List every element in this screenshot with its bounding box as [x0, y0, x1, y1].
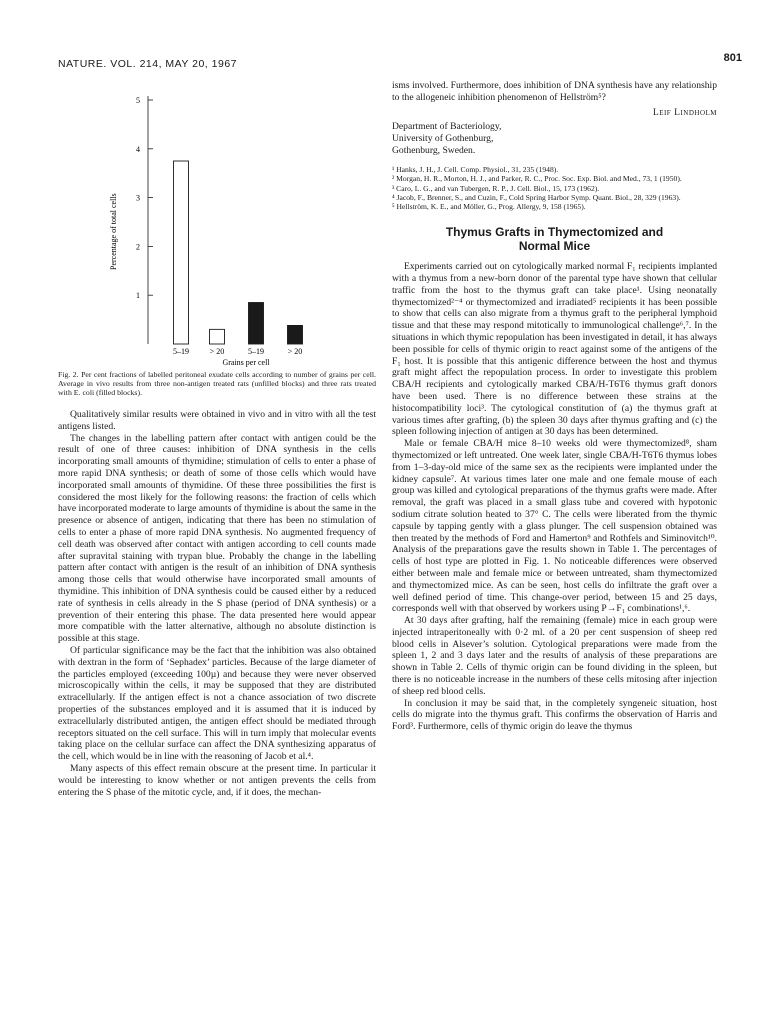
affiliation: [392, 121, 717, 156]
paragraph: Qualitatively similar results were obtained in vivo and in vitro with all the test antigens listed.: [58, 409, 376, 432]
paragraph: At 30 days after grafting, half the remaining (female) mice in each group were injected intraperitoneally with 0·2 ml. of a 20 per cent suspension of sheep red blood cells in Alsever’s solution. Cytological preparations were made from the spleen 1, 2 and 3 days later and the results of analysis of these preparations are shown in Table 2. Cells of thymic origin can be found dividing in the spleen, but there is no noticeable increase in the numbers of these cells mitosing after injection of sheep red blood cells.: [392, 615, 717, 697]
reference: ⁵ Hellström, K. E., and Möller, G., Prog. Allergy, 9, 158 (1965).: [392, 201, 586, 211]
paragraph-continuation: isms involved. Furthermore, does inhibition of DNA synthesis have any relationship to the allogeneic inhibition phenomenon of Hellström⁵?: [392, 80, 717, 103]
y-tick-label: 3: [136, 193, 140, 203]
paragraph: In conclusion it may be said that, in the completely syngeneic situation, host cells do migrate into the thymus graft. This confirms the observation of Harris and Ford³. Furthermore, cells of thymic origin do leave the thymus: [392, 697, 717, 733]
y-tick-label: 2: [136, 242, 140, 252]
x-tick-label: > 20: [287, 347, 303, 356]
page-number: 801: [723, 52, 742, 64]
figure-caption: Fig. 2. Per cent fractions of labelled peritoneal exudate cells according to number of grains per cell. Average in vivo results from three non-antigen treated rats (unfilled blocks) and three rats treated with E. coli (filled blocks).: [58, 370, 376, 397]
paragraph: Many aspects of this effect remain obscure at the present time. In particular it would be interesting to know whether or not antigen prevents the cells from entering the S phase of the mitotic cycle, and, if it does, the mechan-: [58, 762, 376, 798]
x-tick-label: > 20: [209, 347, 225, 356]
article-title-line: Normal Mice: [518, 239, 591, 254]
bar: [249, 303, 264, 344]
bar: [288, 325, 303, 344]
bar: [174, 161, 189, 344]
bar: [210, 329, 225, 344]
journal-citation: NATURE. VOL. 214, MAY 20, 1967: [58, 58, 237, 70]
affiliation-line: Department of Bacteriology,: [392, 121, 502, 133]
paragraph: The changes in the labelling pattern after contact with antigen could be the result of one of three causes: inhibition of DNA synthesis in the cells incorporating small amounts of thymidine; stimulation of cells to enter a phase of more rapid DNA synthesis; or death of some of those cells which would have incorporated small amounts of thymidine. Of these three possibilities the first is considered the most likely for the following reasons: the fraction of cells which have incorporated moderate to large amounts of thymidine is about the same in the presence or absence of antigen, indicating that there has been no stimulation of cells to enter a phase of more rapid DNA synthesis. No augmented frequency of cell death was observed after contact with antigen according to cell counts made after supravital staining with trypan blue. Probably the change in the labelling pattern after contact with antigen is the result of an inhibition of DNA synthesis among those cells that would otherwise have incorporated small amounts of thymidine. This inhibition of DNA synthesis could be caused either by a reduced rate of synthesis in cells already in the S phase (period of DNA synthesis) or a prevention of their entering this phase. The data presented here would appear more compatible with the latter alternative, although no absolute distinction is possible at this stage.: [58, 432, 376, 645]
left-column: [58, 80, 376, 798]
x-tick-labels: [173, 347, 302, 356]
affiliation-line: Gothenburg, Sweden.: [392, 144, 476, 156]
bars: [174, 161, 303, 344]
reference: ⁴ Jacob, F., Brenner, S., and Cuzin, F., Cold Spring Harbor Symp. Quant. Biol., 28, 329 (1963).: [392, 192, 681, 202]
y-axis-label: Percentage of total cells: [109, 193, 118, 270]
article-title: [392, 225, 717, 253]
paragraph: Male or female CBA/H mice 8–10 weeks old were thymectomized⁸, sham thymectomized or left untreated. One week later, single CBA/H-T6T6 thymus lobes from 1–3-day-old mice of the same sex as the recipients were implanted under the kidney capsule⁷. At various times later one male and one female mouse of each group was killed and cytological preparations of the thymus grafts were made. After removal, the graft was placed in a small glass tube and covered with hypotonic sodium citrate solution heated to 37° C. The cells were liberated from the thymic capsule by tapping gently with a glass plunger. The cell suspension obtained was then treated by the methods of Ford and Hamerton⁹ and Rothfels and Siminovitch¹⁰. Analysis of the preparations gave the results shown in Table 1. The percentages of cells of host type are plotted in Fig. 1. No noticeable differences were observed either between male and female mice or between untreated, sham thymectomized and thymectomized mice. As can be seen, host cells do infiltrate the graft over a well defined period of time. This change-over period, between 15 and 25 days, corresponds well with that observed by workers using P→F₁ combinations¹,⁶.: [392, 438, 717, 615]
x-tick-label: 5–19: [248, 347, 264, 356]
x-axis-label: Grains per cell: [222, 358, 270, 367]
affiliation-line: University of Gothenburg,: [392, 132, 494, 144]
y-ticks: [136, 96, 153, 300]
reference: ³ Caro, L. G., and van Tubergen, R. P., J. Cell. Biol., 15, 173 (1962).: [392, 183, 600, 193]
x-tick-label: 5–19: [173, 347, 189, 356]
paragraph: Of particular significance may be the fact that the inhibition was also obtained with dextran in the form of ‘Sephadex’ particles. Because of the large diameter of the particles employed (exceeding 100µ) and because they were never observed microscopically within the cells, it may be supposed that they are distributed extracellularly. If the antigen effect is not a chance association of two discrete properties of the substances employed and it is assumed that it is induced by extracellularly distributed antigen, the antigen effect should be mediated through receptors situated on the cell surface. This will in turn imply that molecular events taking place on the cellular surface can affect the DNA synthesizing apparatus of the cell, which would be in line with the reasoning of Jacob et al.⁴.: [58, 644, 376, 763]
y-tick-label: 1: [136, 291, 140, 301]
article-title-line: Thymus Grafts in Thymectomized and: [445, 225, 664, 240]
paragraph: Experiments carried out on cytologically marked normal F₁ recipients implanted with a thymus from a new-born donor of the parental type have shown that cellular traffic from the host to the thymus graft can take place¹. Using neonatally thymectomized²⁻⁴ or thymectomized and irradiated⁵ recipients it has been possible to show that cells can also migrate from a thymus graft to the peripheral lymphoid tissue and that these may respond mitotically to immunological challenge⁶,⁷. In the situations in which thymic repopulation has been investigated in detail, it has always been possible for cells of thymic origin to react against some of the antigens of the F₁ host. It is possible that this antigenic difference between the host and thymus graft might affect the repopulation process. In order to investigate this problem CBA/H recipients and cytologically marked CBA/H-T6T6 thymus graft donors have been used. There is no difference between these strains at the histocompatibility loci³. The cytological constitution of (a) the thymus graft at various times after grafting, (b) the spleen 30 days after thymus grafting and (c) the spleen following injection of antigen at 30 days has been determined.: [392, 261, 717, 438]
y-tick-label: 5: [136, 96, 140, 105]
author-signature: Leif Lindholm: [652, 106, 717, 118]
reference: ² Morgan, H. R., Morton, H. J., and Parker, R. C., Proc. Soc. Exp. Biol. and Med., 73, 1 (1950).: [392, 174, 682, 184]
reference: ¹ Hanks, J. H., J. Cell. Comp. Physiol., 31, 235 (1948).: [392, 165, 559, 175]
page-header: [58, 52, 742, 76]
figure-2: [58, 80, 376, 368]
references: [392, 165, 717, 211]
right-column: [392, 80, 717, 733]
y-tick-label: 4: [136, 144, 140, 154]
bar-chart: [58, 80, 376, 368]
